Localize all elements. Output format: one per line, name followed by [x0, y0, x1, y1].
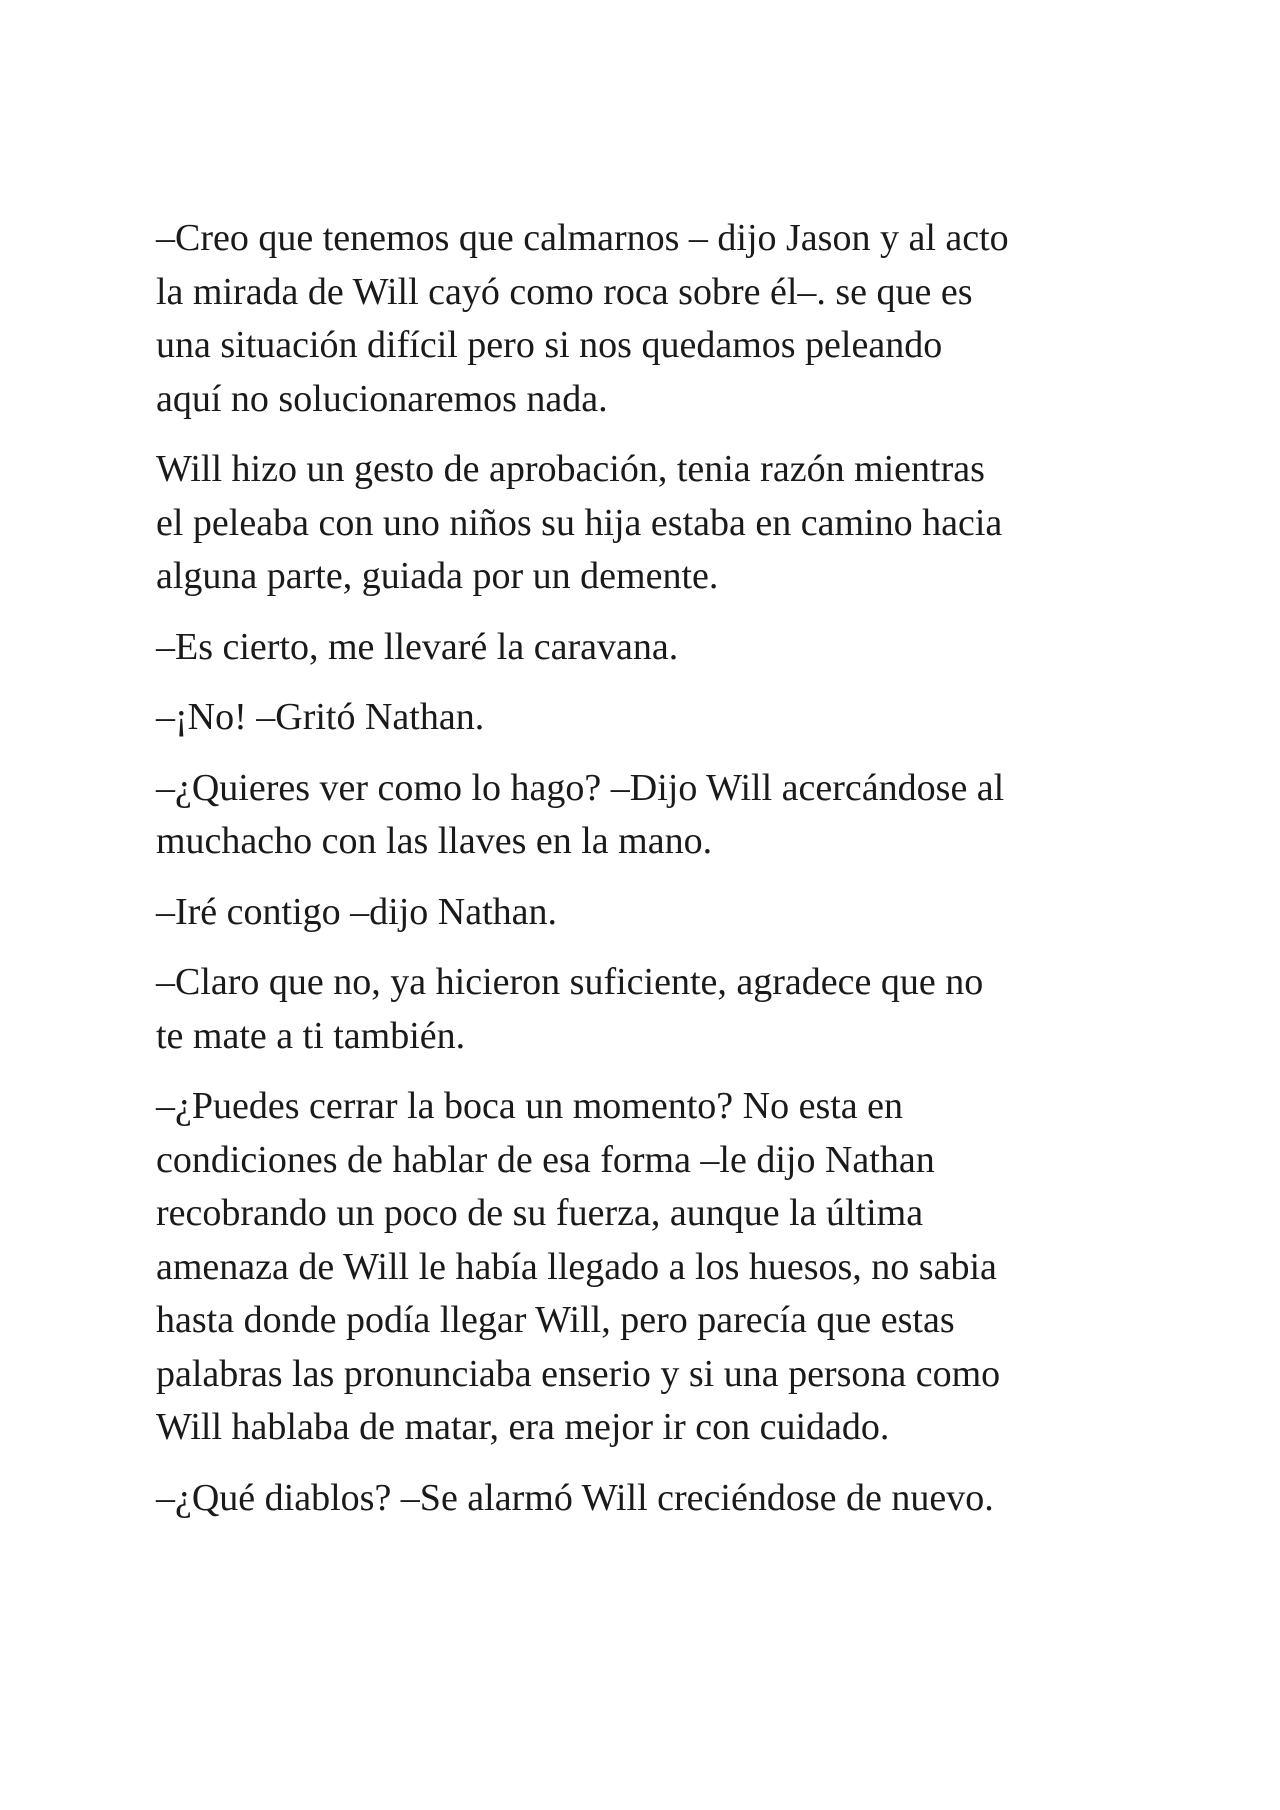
- paragraph-5: [156, 762, 1156, 869]
- text-line: hasta donde podía llegar Will, pero parecía que estas: [156, 1299, 955, 1341]
- paragraph-6: [156, 886, 1156, 940]
- paragraph-4: [156, 691, 1156, 745]
- paragraph-1: [156, 212, 1156, 426]
- text-line: –Es cierto, me llevaré la caravana.: [156, 625, 679, 668]
- paragraph-8: [156, 1080, 1156, 1455]
- text-line: el peleaba con uno niños su hija estaba en camino hacia: [156, 501, 1003, 544]
- text-line: –Creo que tenemos que calmarnos – dijo Jason y al acto: [156, 217, 1009, 259]
- text-line: amenaza de Will le había llegado a los huesos, no sabia: [156, 1245, 997, 1288]
- text-line: muchacho con las llaves en la mano.: [156, 820, 713, 862]
- text-line: alguna parte, guiada por un demente.: [156, 555, 719, 597]
- text-line: palabras las pronunciaba enserio y si una persona como: [156, 1352, 1001, 1395]
- text-line: –Claro que no, ya hicieron suficiente, agradece que no: [156, 961, 984, 1003]
- text-line: –¡No! –Gritó Nathan.: [156, 696, 485, 738]
- text-line: –¿Quieres ver como lo hago? –Dijo Will acercándose al: [156, 766, 1005, 809]
- text-line: Will hablaba de matar, era mejor ir con cuidado.: [156, 1406, 890, 1448]
- text-line: la mirada de Will cayó como roca sobre él–. se que es: [156, 270, 973, 313]
- body-text: [156, 212, 1156, 1542]
- text-line: condiciones de hablar de esa forma –le dijo Nathan: [156, 1138, 935, 1181]
- text-line: una situación difícil pero si nos quedamos peleando: [156, 324, 943, 366]
- text-line: te mate a ti también.: [156, 1014, 466, 1057]
- text-line: –Iré contigo –dijo Nathan.: [156, 890, 558, 933]
- text-line: –¿Puedes cerrar la boca un momento? No esta en: [156, 1085, 904, 1127]
- text-line: –¿Qué diablos? –Se alarmó Will creciéndose de nuevo.: [156, 1476, 994, 1519]
- paragraph-2: [156, 443, 1156, 604]
- text-line: Will hizo un gesto de aprobación, tenia razón mientras: [156, 448, 985, 490]
- text-line: aquí no solucionaremos nada.: [156, 377, 608, 420]
- text-line: recobrando un poco de su fuerza, aunque la última: [156, 1192, 924, 1234]
- paragraph-9: [156, 1472, 1156, 1526]
- paragraph-7: [156, 956, 1156, 1063]
- paragraph-3: [156, 621, 1156, 675]
